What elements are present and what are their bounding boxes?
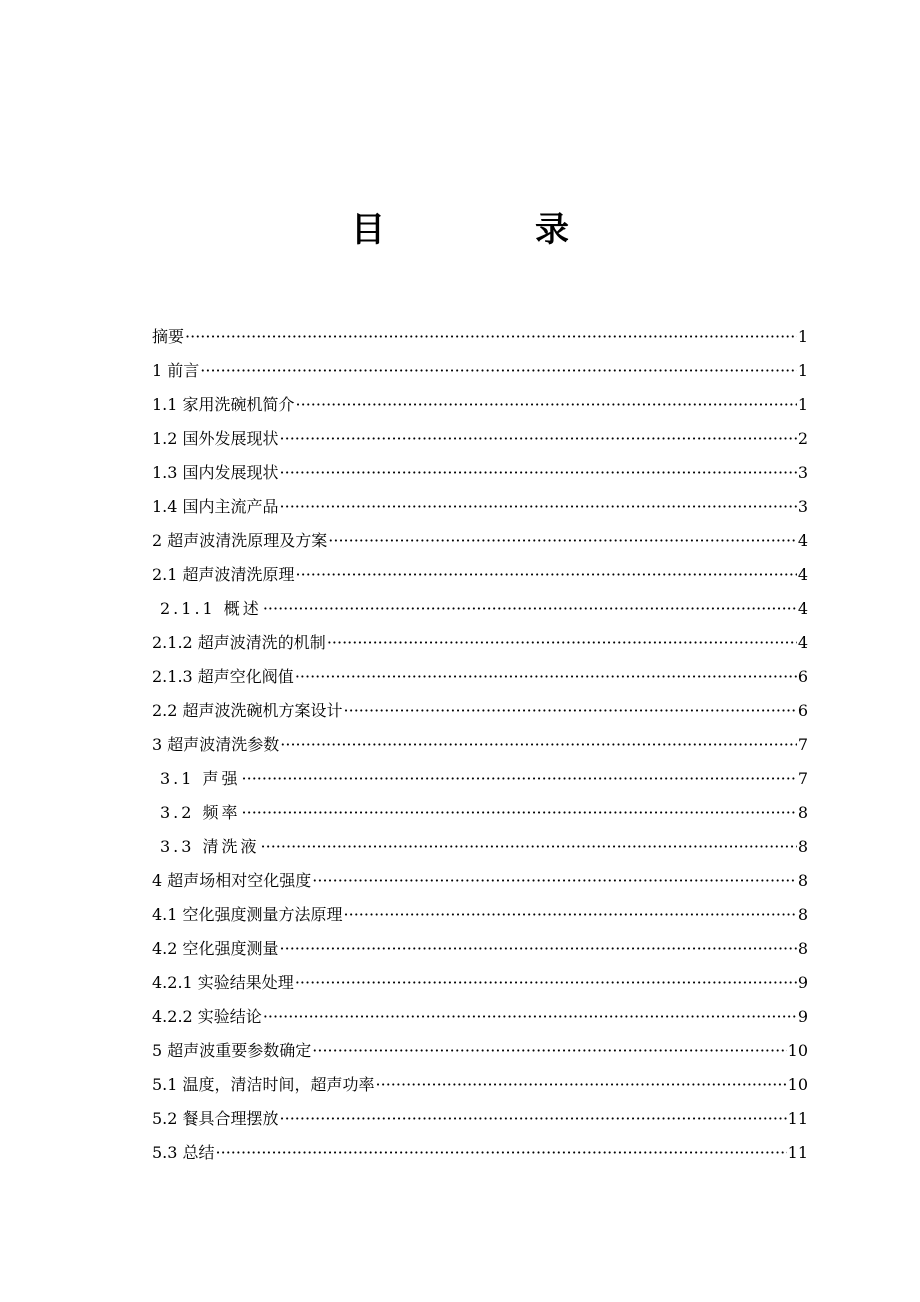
toc-entry[interactable] bbox=[152, 1102, 808, 1136]
toc-entry[interactable] bbox=[152, 592, 808, 626]
toc-entry[interactable] bbox=[152, 354, 808, 388]
toc-leader-dots bbox=[216, 1136, 787, 1170]
toc-leader-dots bbox=[312, 1034, 786, 1068]
toc-entry[interactable] bbox=[152, 966, 808, 1000]
toc-entry[interactable] bbox=[152, 1136, 808, 1170]
toc-entry-page: 9 bbox=[797, 1007, 808, 1026]
toc-entry[interactable] bbox=[152, 864, 808, 898]
toc-entry-page: 4 bbox=[797, 633, 808, 652]
toc-entry[interactable] bbox=[152, 1068, 808, 1102]
toc-leader-dots bbox=[280, 490, 797, 524]
toc-entry-page: 8 bbox=[797, 837, 808, 856]
toc-entry[interactable] bbox=[152, 796, 808, 830]
toc-leader-dots bbox=[312, 864, 797, 898]
toc-entry-label: 2.1.1 概述 bbox=[160, 599, 262, 618]
toc-entry[interactable] bbox=[152, 1000, 808, 1034]
toc-entry-page: 4 bbox=[797, 599, 808, 618]
toc-leader-dots bbox=[200, 354, 797, 388]
toc-entry[interactable] bbox=[152, 830, 808, 864]
toc-leader-dots bbox=[296, 388, 797, 422]
toc-entry[interactable] bbox=[152, 320, 808, 354]
toc-leader-dots bbox=[295, 660, 797, 694]
toc-entry[interactable] bbox=[152, 898, 808, 932]
toc-entry-label: 5 超声波重要参数确定 bbox=[152, 1041, 312, 1060]
toc-entry-label: 4.2.2 实验结论 bbox=[152, 1007, 262, 1026]
toc-leader-dots bbox=[328, 524, 797, 558]
toc-entry-label: 5.1 温度，清洁时间，超声功率 bbox=[152, 1075, 375, 1094]
toc-leader-dots bbox=[280, 422, 797, 456]
toc-entry-page: 7 bbox=[797, 769, 808, 788]
toc-entry[interactable] bbox=[152, 660, 808, 694]
toc-entry[interactable] bbox=[152, 728, 808, 762]
toc-entry[interactable] bbox=[152, 524, 808, 558]
toc-entry-page: 6 bbox=[797, 701, 808, 720]
toc-entry-page: 1 bbox=[797, 361, 808, 380]
toc-entry-page: 10 bbox=[787, 1075, 808, 1094]
toc-entry-page: 8 bbox=[797, 871, 808, 890]
toc-leader-dots bbox=[296, 558, 797, 592]
toc-entry[interactable] bbox=[152, 456, 808, 490]
toc-entry-label: 2.1.2 超声波清洗的机制 bbox=[152, 633, 326, 652]
toc-entry[interactable] bbox=[152, 1034, 808, 1068]
toc-entry-page: 1 bbox=[797, 395, 808, 414]
toc-entry[interactable] bbox=[152, 558, 808, 592]
toc-entry-page: 3 bbox=[797, 463, 808, 482]
toc-leader-dots bbox=[242, 762, 797, 796]
toc-entry-page: 6 bbox=[797, 667, 808, 686]
toc-entry-page: 4 bbox=[797, 565, 808, 584]
toc-entry-label: 2 超声波清洗原理及方案 bbox=[152, 531, 328, 550]
toc-entry-label: 1.1 家用洗碗机简介 bbox=[152, 395, 295, 414]
toc-entry-page: 7 bbox=[797, 735, 808, 754]
toc-leader-dots bbox=[280, 932, 797, 966]
toc-entry-page: 8 bbox=[797, 939, 808, 958]
toc-entry-page: 4 bbox=[797, 531, 808, 550]
toc-entry-page: 11 bbox=[787, 1109, 808, 1128]
toc-entry-label: 1.4 国内主流产品 bbox=[152, 497, 279, 516]
toc-entry-label: 5.2 餐具合理摆放 bbox=[152, 1109, 279, 1128]
toc-entry-label: 4.2 空化强度测量 bbox=[152, 939, 279, 958]
toc-entry-label: 摘要 bbox=[152, 327, 185, 346]
toc-entry-page: 9 bbox=[797, 973, 808, 992]
toc-entry-page: 8 bbox=[797, 905, 808, 924]
toc-entry[interactable] bbox=[152, 490, 808, 524]
toc-leader-dots bbox=[263, 1000, 797, 1034]
toc-entry-label: 2.1 超声波清洗原理 bbox=[152, 565, 295, 584]
toc-entry[interactable] bbox=[152, 932, 808, 966]
toc-entry-label: 3 超声波清洗参数 bbox=[152, 735, 280, 754]
toc-entry-label: 4 超声场相对空化强度 bbox=[152, 871, 312, 890]
toc-leader-dots bbox=[263, 592, 797, 626]
toc-entry-label: 3.2 频率 bbox=[160, 803, 241, 822]
toc-leader-dots bbox=[344, 898, 797, 932]
toc-leader-dots bbox=[344, 694, 797, 728]
toc-leader-dots bbox=[242, 796, 797, 830]
toc-entry-label: 1 前言 bbox=[152, 361, 200, 380]
toc-entry-label: 2.2 超声波洗碗机方案设计 bbox=[152, 701, 343, 720]
toc-entry[interactable] bbox=[152, 388, 808, 422]
toc-list bbox=[152, 320, 808, 1170]
toc-leader-dots bbox=[280, 1102, 787, 1136]
toc-entry-page: 2 bbox=[797, 429, 808, 448]
toc-entry-label: 4.2.1 实验结果处理 bbox=[152, 973, 294, 992]
toc-entry-label: 5.3 总结 bbox=[152, 1143, 215, 1162]
toc-leader-dots bbox=[280, 728, 797, 762]
toc-leader-dots bbox=[185, 320, 797, 354]
toc-entry[interactable] bbox=[152, 762, 808, 796]
toc-entry[interactable] bbox=[152, 694, 808, 728]
toc-entry-label: 3.1 声强 bbox=[160, 769, 241, 788]
toc-title: 目 录 bbox=[351, 210, 627, 250]
toc-entry-page: 10 bbox=[787, 1041, 808, 1060]
toc-entry-page: 11 bbox=[787, 1143, 808, 1162]
toc-entry-page: 8 bbox=[797, 803, 808, 822]
toc-entry-label: 3.3 清洗液 bbox=[160, 837, 260, 856]
toc-entry[interactable] bbox=[152, 422, 808, 456]
toc-leader-dots bbox=[261, 830, 797, 864]
toc-entry[interactable] bbox=[152, 626, 808, 660]
toc-entry-label: 4.1 空化强度测量方法原理 bbox=[152, 905, 343, 924]
toc-entry-label: 2.1.3 超声空化阀值 bbox=[152, 667, 294, 686]
toc-leader-dots bbox=[327, 626, 797, 660]
toc-leader-dots bbox=[280, 456, 797, 490]
toc-entry-label: 1.2 国外发展现状 bbox=[152, 429, 279, 448]
toc-entry-page: 1 bbox=[797, 327, 808, 346]
toc-leader-dots bbox=[376, 1068, 787, 1102]
toc-entry-page: 3 bbox=[797, 497, 808, 516]
toc-entry-label: 1.3 国内发展现状 bbox=[152, 463, 279, 482]
toc-leader-dots bbox=[295, 966, 797, 1000]
